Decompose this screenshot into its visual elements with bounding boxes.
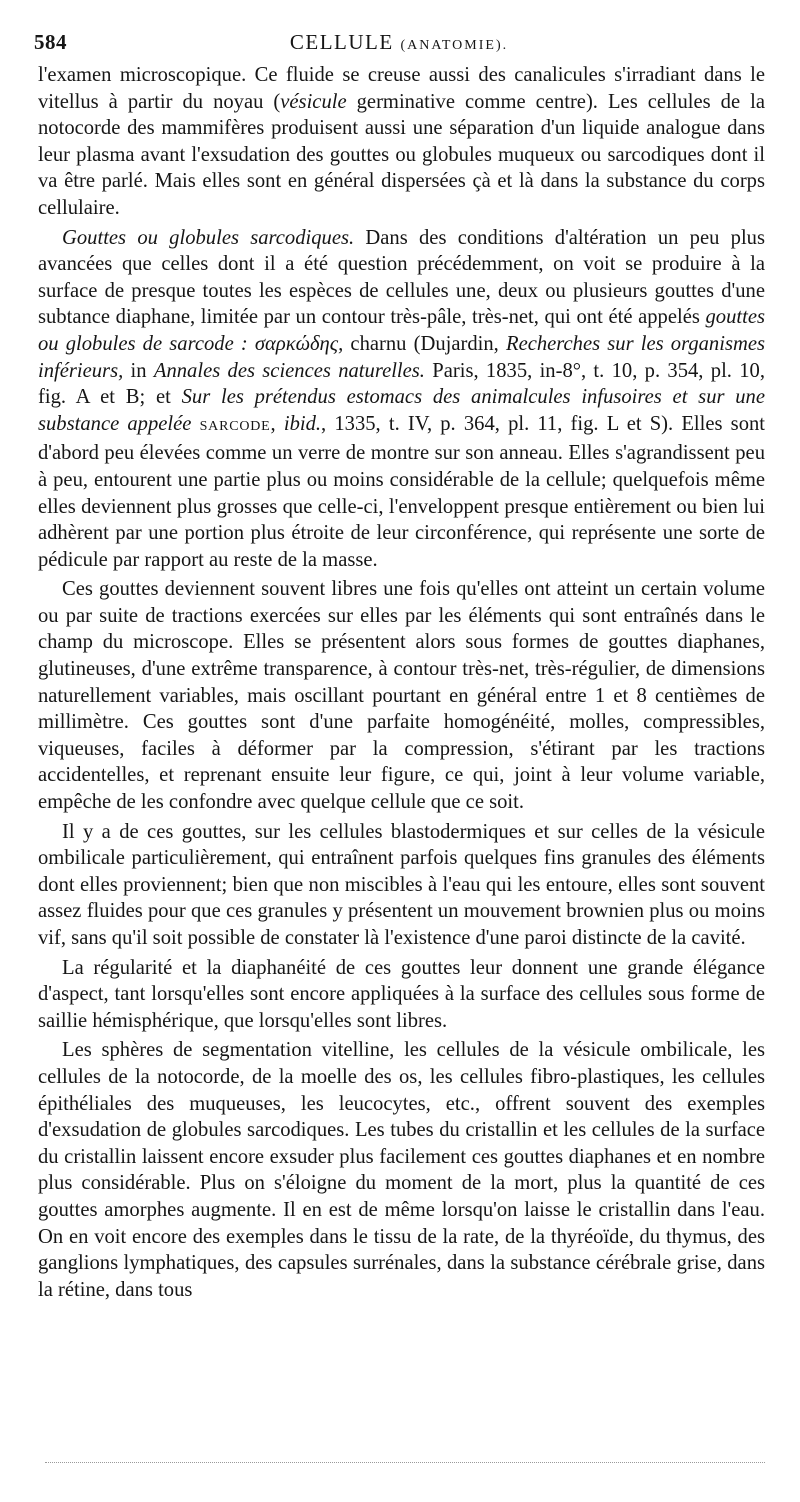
paragraph <box>38 1037 765 1303</box>
text-segment: Paris, 1835, in-8°, t. 10, p. 354, pl. 10, fig. A et B; et <box>38 359 765 409</box>
italic-text: Gouttes ou globules sarcodiques. <box>62 226 355 249</box>
paragraph <box>38 576 765 815</box>
text-segment: Ces gouttes deviennent souvent libres une fois qu'elles ont atteint un certain volume ou par suite de tractions exercées sur elles par les éléments qui sont entraînés dans le champ du microscope. Elles se présentent alors sous formes de gouttes diaphanes, glutineuses, d'une extrême transparence, à contour très-net, très-régulier, de dimensions naturellement variables, mais oscillant pourtant en général entre 1 et 8 centièmes de millimètre. Ces gouttes sont d'une parfaite homogénéité, molles, compressibles, viqueuses, faciles à déformer par la compression, s'étirant par les tractions accidentelles, et reprenant ensuite leur figure, ce qui, joint à leur volume variable, empêche de les confondre avec quelque cellule que ce soit. <box>38 578 765 814</box>
italic-text: Annales des sciences naturelles. <box>153 359 425 382</box>
italic-text: Recherches sur les organismes inférieurs, <box>38 332 765 382</box>
text-segment: l'examen microscopique. Ce fluide se creuse aussi des canalicules s'irradiant dans le vitellus à partir du noyau ( <box>38 64 765 113</box>
paragraph <box>38 225 765 574</box>
text-segment: germinative comme centre). Les cellules de la notocorde des mammifères produisent aussi une séparation d'un liquide analogue dans leur plasma avant l'exsudation des gouttes ou globules muqueux ou sarcodiques dont il va être parlé. Mais elles sont en général dispersées çà et là dans la substance du corps cellulaire. <box>38 90 765 219</box>
text-segment: , 1335, t. IV, p. 364, pl. 11, fig. L et S). Elles sont d'abord peu élevées comme un verre de montre sur son anneau. Elles s'agrandissent peu à peu, entourent une partie plus ou moins considérable de la cellule; quelquefois même elles deviennent plus grosses que celle-ci, l'enveloppent presque entièrement ou bien lui adhèrent par une portion plus étroite de leur circonférence, qui représente une sorte de pédicule par rapport au reste de la masse. <box>38 412 766 571</box>
running-title-main: CELLULE <box>289 30 394 54</box>
italic-text: gouttes ou globules de sarcode : σαρκώδης, <box>38 306 765 355</box>
italic-text: ibid. <box>283 412 322 435</box>
text-segment: , <box>270 412 284 435</box>
text-segment <box>191 413 199 435</box>
running-title-subtitle: (ANATOMIE). <box>400 38 509 53</box>
paragraph <box>38 819 765 952</box>
paragraph <box>38 955 765 1035</box>
text-segment: La régularité et la diaphanéité de ces gouttes leur donnent une grande élégance d'aspect, tant lorsqu'elles sont encore appliquées à la surface des cellules sous forme de saillie hémisphérique, que lorsqu'elles sont libres. <box>38 956 765 1032</box>
running-title <box>34 30 764 55</box>
page-header <box>34 30 764 58</box>
page-number: 584 <box>34 30 67 54</box>
text-segment: in <box>123 359 154 382</box>
text-segment: Les sphères de segmentation vitelline, les cellules de la vésicule ombilicale, les cellules de la notocorde, de la moelle des os, les cellules fibro-plastiques, les cellules épithéliales des muqueuses, les leucocytes, etc., offrent souvent des exemples d'exsudation de globules sarcodiques. Les tubes du cristallin et les cellules de la surface du cristallin laissent encore exsuder plus facilement ces gouttes diaphanes et en nombre plus considérable. Plus on s'éloigne du moment de la mort, plus la quantité de ces gouttes amorphes augmente. Il en est de même lorsqu'on laisse le cristallin dans l'eau. On en voit encore des exemples dans le tissu de la rate, de la thyréoïde, du thymus, des ganglions lymphatiques, des capsules surrénales, dans la substance cérébrale grise, dans la rétine, dans tous <box>38 1039 765 1301</box>
italic-text: Sur les prétendus estomacs des animalcules infusoires et sur une substance appelée <box>38 386 765 435</box>
body-text <box>38 62 765 1303</box>
small-caps-text: SARCODE <box>199 418 271 434</box>
footer-divider <box>45 1462 765 1463</box>
italic-text: vésicule <box>280 90 347 113</box>
text-segment: charnu (Dujardin, <box>343 332 506 355</box>
text-segment: Il y a de ces gouttes, sur les cellules blastodermiques et sur celles de la vésicule ombilicale particulièrement, qui entraînent parfois quelques fins granules des éléments dont elles proviennent; bien que non miscibles à l'eau qui les entoure, elles sont souvent assez fluides pour que ces granules y présentent un mouvement brownien plus ou moins vif, sans qu'il soit possible de constater là l'existence d'une paroi distincte de la cavité. <box>38 820 765 949</box>
text-segment: Dans des conditions d'altération un peu plus avancées que celles dont il a été question précédemment, on voit se produire à la surface de presque toutes les espèces de cellules une, deux ou plusieurs gouttes d'une subtance diaphane, limitée par un contour très-pâle, très-net, qui ont été appelés <box>38 226 765 329</box>
paragraph <box>38 62 765 222</box>
